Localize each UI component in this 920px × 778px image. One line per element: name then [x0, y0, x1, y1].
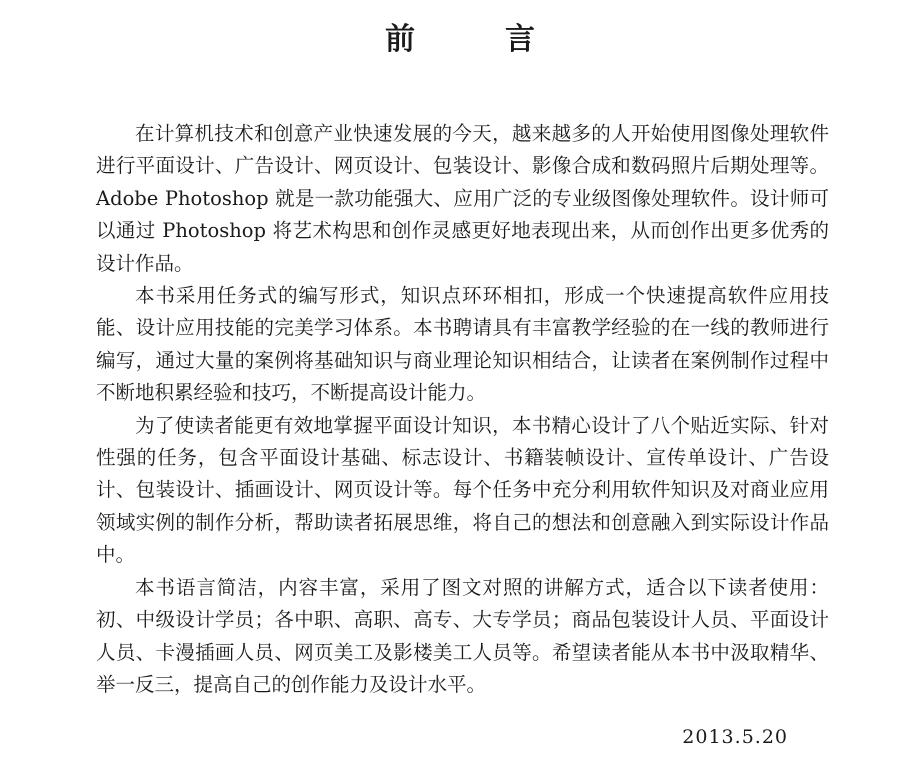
- page-title: 前 言: [385, 22, 565, 57]
- paragraph-1: 在计算机技术和创意产业快速发展的今天，越来越多的人开始使用图像处理软件进行平面设计、广告设计、网页设计、包装设计、影像合成和数码照片后期处理等。Adobe Photoshop 就是一款功能强大、应用广泛的专业级图像处理软件。设计师可以通过 Photoshop 将艺术构思和创作灵感更好地表现出来，从而创作出更多优秀的设计作品。: [96, 122, 829, 275]
- date-label: 2013.5.20: [682, 726, 788, 748]
- preface-body: [96, 118, 829, 701]
- paragraph-2: 本书采用任务式的编写形式，知识点环环相扣，形成一个快速提高软件应用技能、设计应用技能的完美学习体系。本书聘请具有丰富教学经验的在一线的教师进行编写，通过大量的案例将基础知识与商业理论知识相结合，让读者在案例制作过程中不断地积累经验和技巧，不断提高设计能力。: [96, 284, 829, 405]
- paragraph-3: 为了使读者能更有效地掌握平面设计知识，本书精心设计了八个贴近实际、针对性强的任务，包含平面设计基础、标志设计、书籍装帧设计、宣传单设计、广告设计、包装设计、插画设计、网页设计等。每个任务中充分利用软件知识及对商业应用领域实例的制作分析，帮助读者拓展思维，将自己的想法和创意融入到实际设计作品中。: [96, 413, 829, 567]
- paragraph-4: 本书语言简洁，内容丰富，采用了图文对照的讲解方式，适合以下读者使用：初、中级设计学员；各中职、高职、高专、大专学员；商品包装设计人员、平面设计人员、卡漫插画人员、网页美工及影楼美工人员等。希望读者能从本书中汲取精华、举一反三，提高自己的创作能力及设计水平。: [96, 575, 829, 696]
